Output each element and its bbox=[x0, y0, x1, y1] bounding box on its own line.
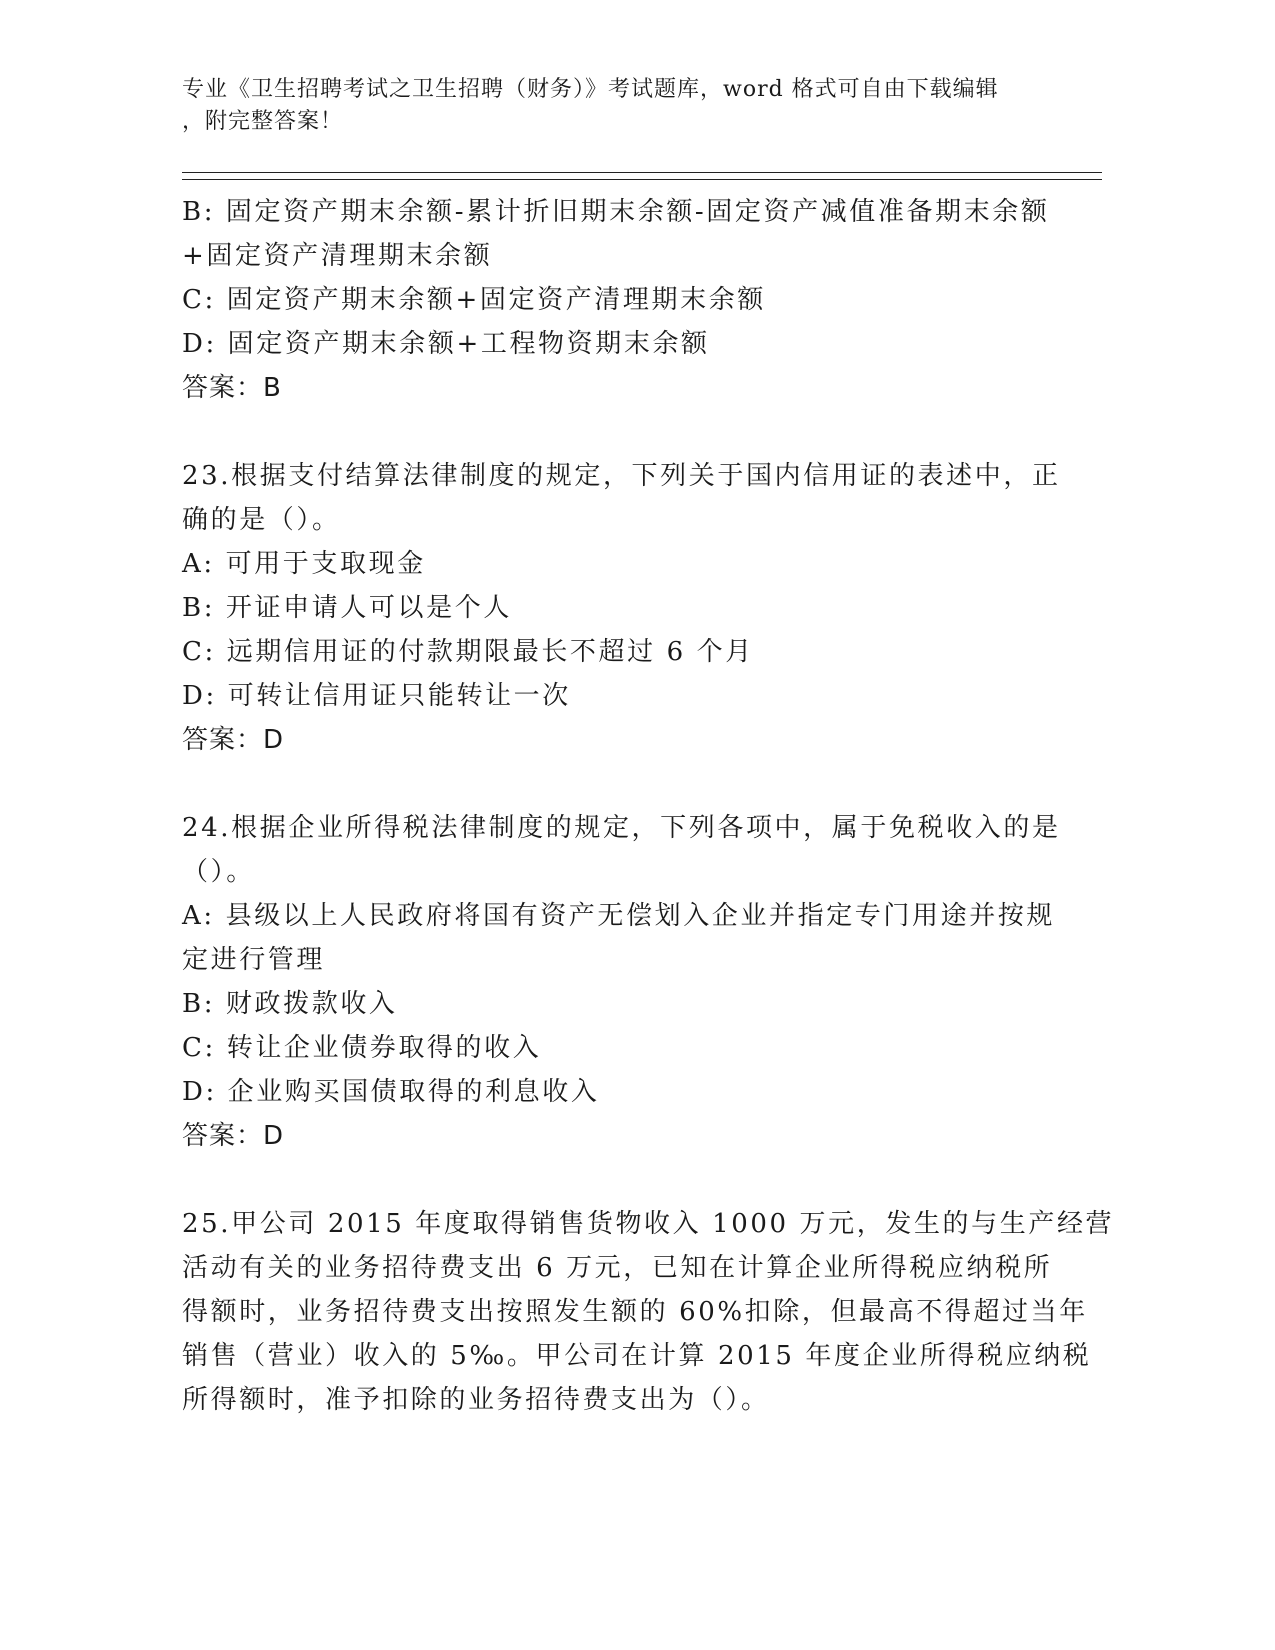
header-title-line-1: 专业《卫生招聘考试之卫生招聘（财务）》考试题库，word 格式可自由下载编辑 bbox=[182, 77, 999, 102]
header-divider-top bbox=[182, 172, 1102, 173]
q22-option-c: C: 固定资产期末余额+固定资产清理期末余额 bbox=[182, 285, 766, 315]
q25-stem-line-1: 25.甲公司 2015 年度取得销售货物收入 1000 万元，发生的与生产经营 bbox=[182, 1209, 1115, 1239]
q22-option-b-line-2: +固定资产清理期末余额 bbox=[182, 241, 493, 271]
q22-option-d: D: 固定资产期末余额+工程物资期末余额 bbox=[182, 329, 710, 359]
header-title-line-2: ，附完整答案！ bbox=[182, 109, 344, 134]
q24-option-a-line-1: A: 县级以上人民政府将国有资产无偿划入企业并指定专门用途并按规 bbox=[182, 901, 1056, 931]
q25-stem-line-2: 活动有关的业务招待费支出 6 万元，已知在计算企业所得税应纳税所 bbox=[182, 1253, 1053, 1283]
q25-stem-line-3: 得额时，业务招待费支出按照发生额的 60%扣除，但最高不得超过当年 bbox=[182, 1297, 1088, 1327]
q24-option-d: D: 企业购买国债取得的利息收入 bbox=[182, 1077, 600, 1107]
question-22 bbox=[182, 190, 1062, 410]
q24-option-a-line-2: 定进行管理 bbox=[182, 945, 326, 975]
question-24 bbox=[182, 806, 1062, 1158]
q24-stem-line-1: 24.根据企业所得税法律制度的规定，下列各项中，属于免税收入的是 bbox=[182, 813, 1061, 843]
spacer bbox=[182, 762, 1062, 806]
q24-option-b: B: 财政拨款收入 bbox=[182, 989, 398, 1019]
page-header bbox=[182, 74, 1062, 138]
spacer bbox=[182, 1158, 1062, 1202]
q24-option-c: C: 转让企业债券取得的收入 bbox=[182, 1033, 542, 1063]
q23-answer: 答案：D bbox=[182, 725, 285, 755]
q25-stem-line-4: 销售（营业）收入的 5‰。甲公司在计算 2015 年度企业所得税应纳税 bbox=[182, 1341, 1092, 1371]
question-23 bbox=[182, 454, 1062, 762]
q25-stem-line-5: 所得额时，准予扣除的业务招待费支出为（）。 bbox=[182, 1385, 770, 1415]
q23-stem-line-1: 23.根据支付结算法律制度的规定，下列关于国内信用证的表述中，正 bbox=[182, 461, 1061, 491]
question-content bbox=[182, 190, 1115, 1422]
q22-answer: 答案：B bbox=[182, 373, 282, 403]
q23-option-d: D: 可转让信用证只能转让一次 bbox=[182, 681, 571, 711]
q23-stem-line-2: 确的是（）。 bbox=[182, 505, 341, 535]
q22-option-b-line-1: B: 固定资产期末余额-累计折旧期末余额-固定资产减值准备期末余额 bbox=[182, 197, 1050, 227]
question-25 bbox=[182, 1202, 1115, 1422]
q24-stem-line-2: （）。 bbox=[182, 857, 255, 887]
header-divider-bottom bbox=[182, 179, 1102, 180]
q23-option-a: A: 可用于支取现金 bbox=[182, 549, 426, 579]
spacer bbox=[182, 410, 1062, 454]
q23-option-b: B: 开证申请人可以是个人 bbox=[182, 593, 512, 623]
q24-answer: 答案：D bbox=[182, 1121, 285, 1151]
q23-option-c: C: 远期信用证的付款期限最长不超过 6 个月 bbox=[182, 637, 754, 667]
